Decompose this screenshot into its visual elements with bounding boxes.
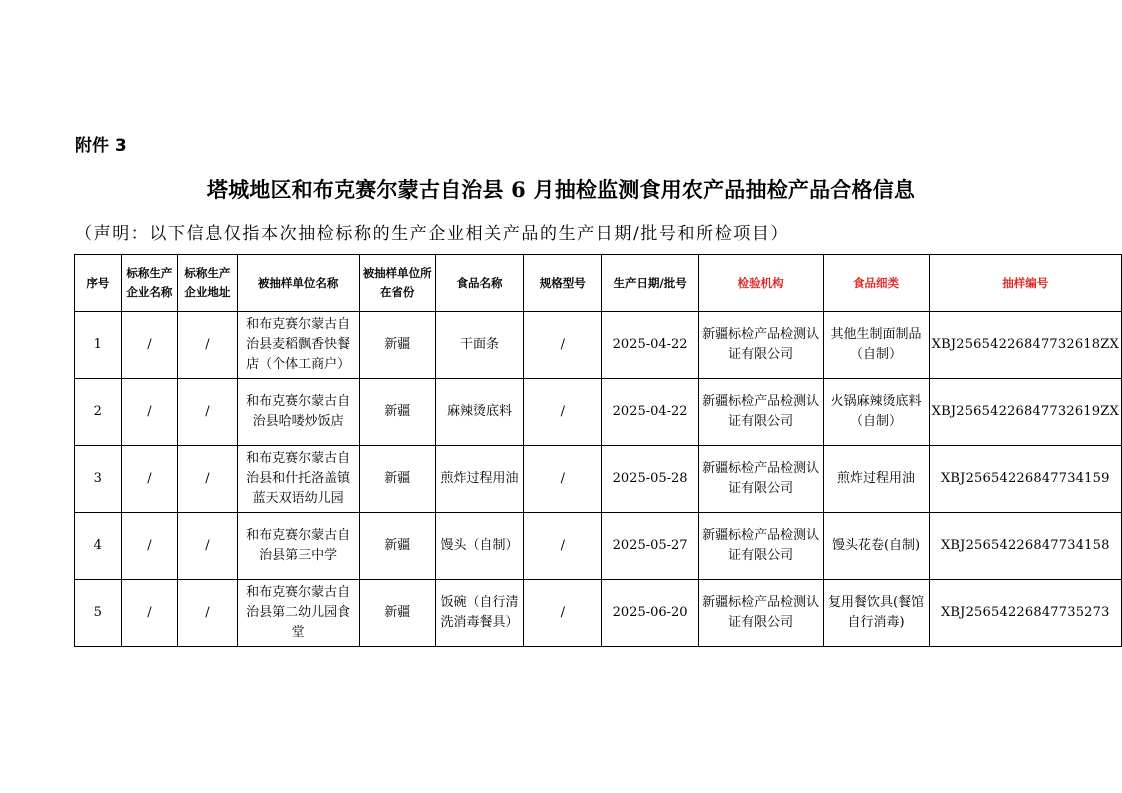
table-row [75,379,1122,446]
header-sampled-unit: 被抽样单位名称 [237,255,359,312]
cell-food-name: 饭碗（自行清洗消毒餐具） [435,580,523,647]
cell-category: 火锅麻辣烫底料（自制） [823,379,929,446]
header-spec: 规格型号 [524,255,602,312]
cell-spec: / [524,513,602,580]
cell-sample-no: XBJ25654226847734158 [929,513,1121,580]
cell-seq: 2 [75,379,122,446]
cell-seq: 5 [75,580,122,647]
attachment-label: 附件 3 [75,136,127,156]
cell-date: 2025-06-20 [602,580,698,647]
cell-seq: 4 [75,513,122,580]
cell-producer-address: / [178,379,237,446]
cell-province: 新疆 [359,379,435,446]
header-category: 食品细类 [823,255,929,312]
header-province: 被抽样单位所在省份 [359,255,435,312]
cell-sampled-unit: 和布克赛尔蒙古自治县麦稻飘香快餐店（个体工商户） [237,312,359,379]
table-row [75,446,1122,513]
table-header-row [75,255,1122,312]
cell-province: 新疆 [359,513,435,580]
cell-seq: 3 [75,446,122,513]
cell-category: 其他生制面制品（自制） [823,312,929,379]
cell-producer-name: / [121,312,178,379]
page-title: 塔城地区和布克赛尔蒙古自治县 6 月抽检监测食用农产品抽检产品合格信息 [206,177,916,202]
results-table [74,254,1122,647]
cell-date: 2025-04-22 [602,379,698,446]
cell-food-name: 煎炸过程用油 [435,446,523,513]
header-agency: 检验机构 [698,255,823,312]
cell-food-name: 干面条 [435,312,523,379]
cell-spec: / [524,580,602,647]
cell-province: 新疆 [359,446,435,513]
cell-producer-address: / [178,580,237,647]
cell-sampled-unit: 和布克赛尔蒙古自治县哈喽炒饭店 [237,379,359,446]
cell-producer-name: / [121,379,178,446]
cell-sampled-unit: 和布克赛尔蒙古自治县第二幼儿园食堂 [237,580,359,647]
header-seq: 序号 [75,255,122,312]
cell-sample-no: XBJ25654226847735273 [929,580,1121,647]
disclaimer-note: （声明：以下信息仅指本次抽检标称的生产企业相关产品的生产日期/批号和所检项目） [75,224,790,244]
cell-province: 新疆 [359,580,435,647]
cell-sample-no: XBJ25654226847734159 [929,446,1121,513]
cell-category: 馒头花卷(自制) [823,513,929,580]
cell-sampled-unit: 和布克赛尔蒙古自治县和什托洛盖镇蓝天双语幼儿园 [237,446,359,513]
cell-producer-address: / [178,513,237,580]
cell-spec: / [524,379,602,446]
cell-food-name: 麻辣烫底料 [435,379,523,446]
cell-producer-address: / [178,446,237,513]
cell-sampled-unit: 和布克赛尔蒙古自治县第三中学 [237,513,359,580]
cell-date: 2025-05-28 [602,446,698,513]
table-row [75,312,1122,379]
header-sample-no: 抽样编号 [929,255,1121,312]
cell-agency: 新疆标检产品检测认证有限公司 [698,312,823,379]
header-date: 生产日期/批号 [602,255,698,312]
cell-category: 煎炸过程用油 [823,446,929,513]
cell-sample-no: XBJ25654226847732618ZX [929,312,1121,379]
cell-date: 2025-04-22 [602,312,698,379]
cell-producer-name: / [121,580,178,647]
cell-producer-name: / [121,513,178,580]
cell-seq: 1 [75,312,122,379]
cell-agency: 新疆标检产品检测认证有限公司 [698,580,823,647]
header-producer-address: 标称生产企业地址 [178,255,237,312]
cell-food-name: 馒头（自制） [435,513,523,580]
cell-agency: 新疆标检产品检测认证有限公司 [698,446,823,513]
header-producer-name: 标称生产企业名称 [121,255,178,312]
cell-category: 复用餐饮具(餐馆自行消毒) [823,580,929,647]
cell-producer-address: / [178,312,237,379]
cell-sample-no: XBJ25654226847732619ZX [929,379,1121,446]
cell-agency: 新疆标检产品检测认证有限公司 [698,513,823,580]
header-food-name: 食品名称 [435,255,523,312]
cell-date: 2025-05-27 [602,513,698,580]
cell-province: 新疆 [359,312,435,379]
cell-agency: 新疆标检产品检测认证有限公司 [698,379,823,446]
table-row [75,513,1122,580]
cell-spec: / [524,446,602,513]
cell-producer-name: / [121,446,178,513]
table-row [75,580,1122,647]
cell-spec: / [524,312,602,379]
